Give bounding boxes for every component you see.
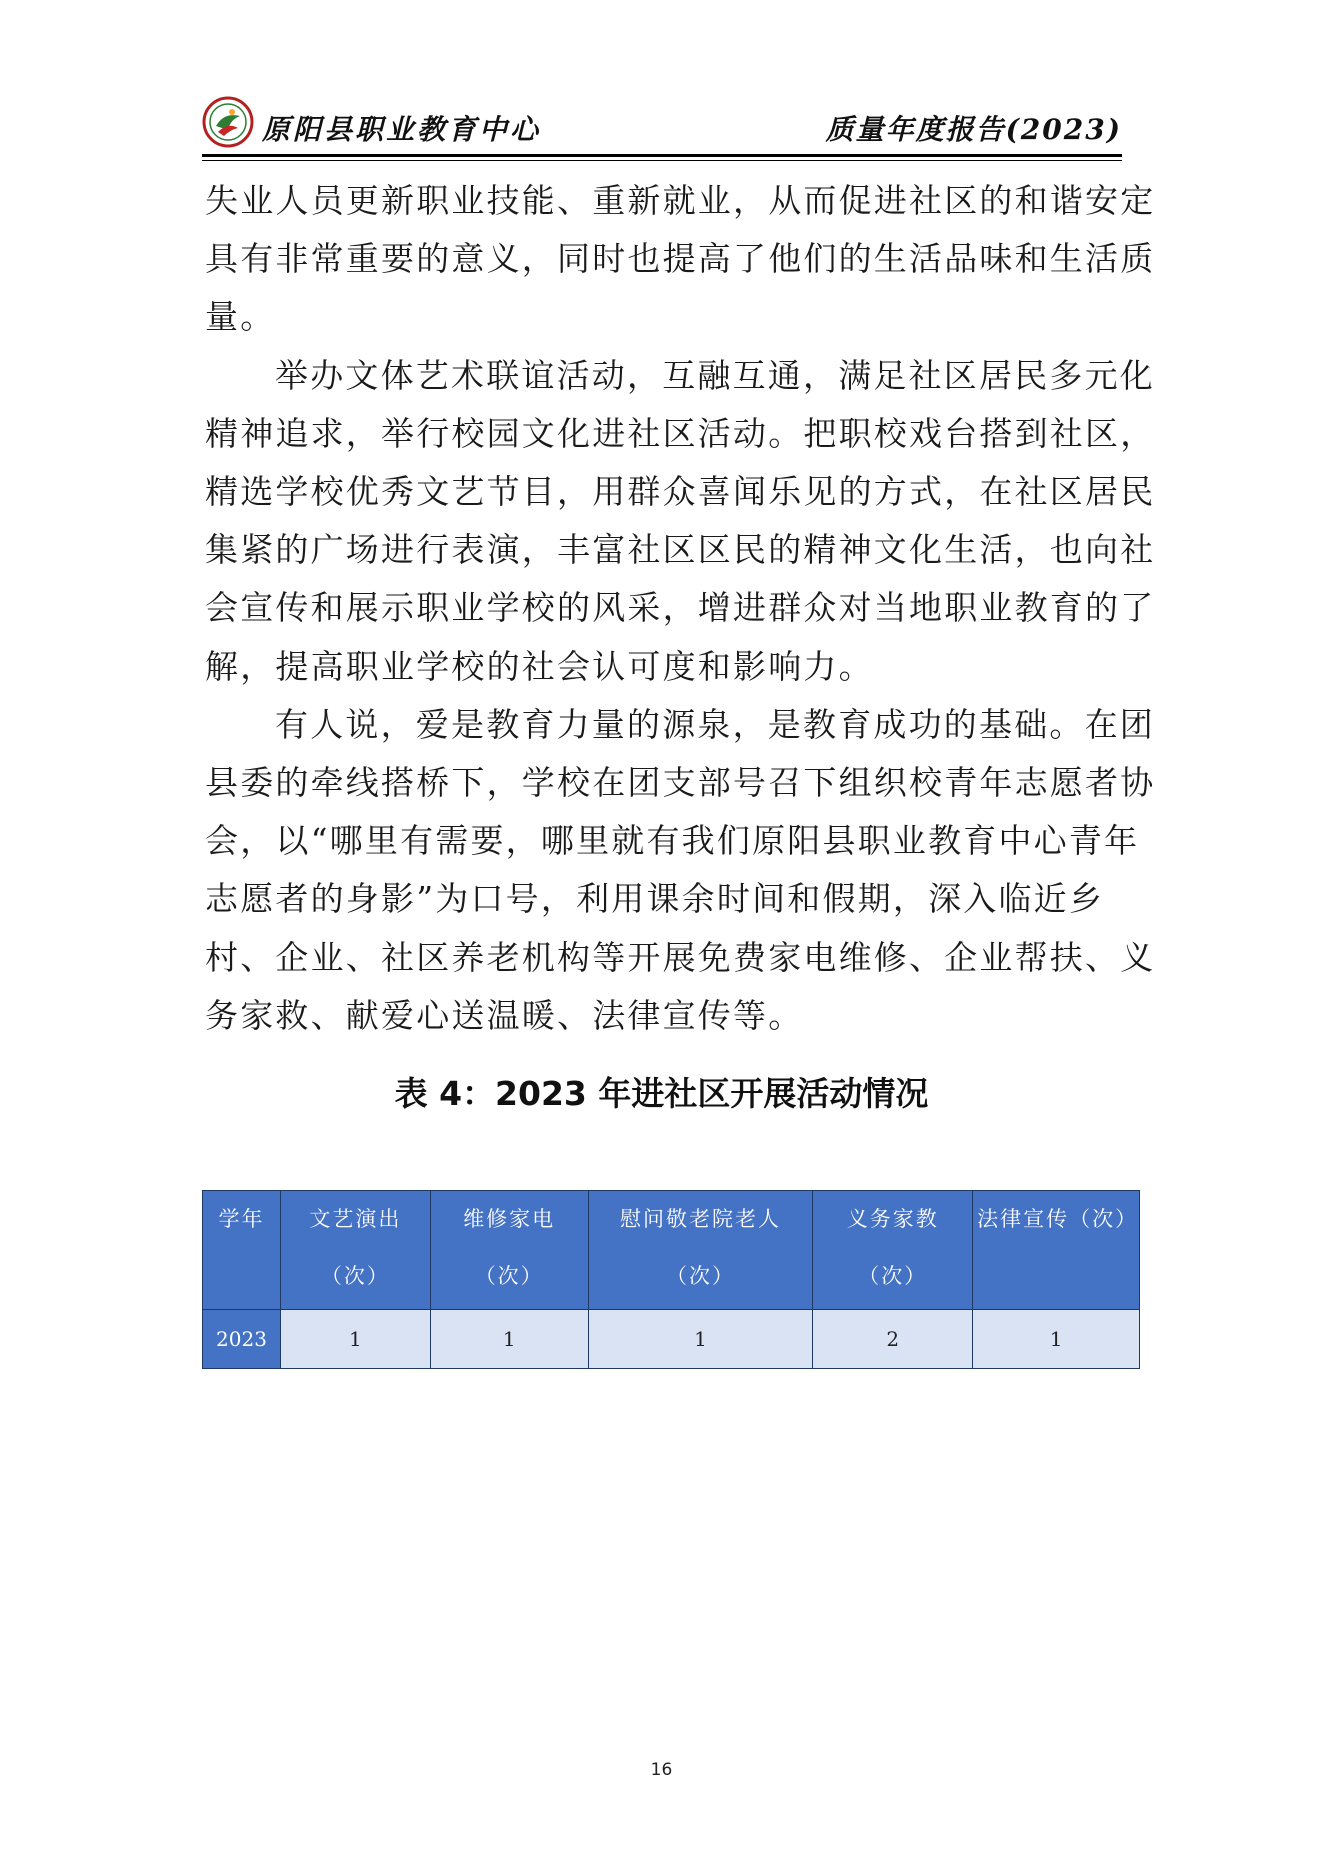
page-header: [202, 92, 1122, 150]
header-rule-thin: [202, 160, 1122, 161]
header-elderly-visits: 慰问敬老院老人 （次）: [588, 1191, 813, 1310]
header-appliance-repair: 维修家电 （次）: [430, 1191, 588, 1310]
activity-table: [202, 1190, 1140, 1369]
header-performances: 文艺演出 （次）: [280, 1191, 430, 1310]
page-number: 16: [650, 1760, 673, 1780]
cell-tutoring: 2: [813, 1310, 973, 1369]
paragraph-3: 有人说，爱是教育力量的源泉，是教育成功的基础。在团县委的牵线搭桥下，学校在团支部号召下组织校青年志愿者协会，以“哪里有需要，哪里就有我们原阳县职业教育中心青年志愿者的身影”为口号，利用课余时间和假期，深入临近乡村、企业、社区养老机构等开展免费家电维修、企业帮扶、义务家救、献爱心送温暖、法律宣传等。: [205, 704, 1156, 1035]
header-legal-publicity: 法律宣传（次）: [973, 1191, 1140, 1310]
table-title: 表 4：2023 年进社区开展活动情况: [394, 1074, 929, 1113]
cell-legal-publicity: 1: [973, 1310, 1140, 1369]
cell-appliance-repair: 1: [430, 1310, 588, 1369]
report-title: 质量年度报告(2023): [825, 113, 1122, 146]
paragraph-1: 失业人员更新职业技能、重新就业，从而促进社区的和谐安定具有非常重要的意义，同时也提高了他们的生活品味和生活质量。: [205, 181, 1156, 337]
header-rule-thick: [202, 154, 1122, 157]
header-tutoring: 义务家教 （次）: [813, 1191, 973, 1310]
body-text: [205, 172, 1165, 1045]
header-year: 学年: [203, 1191, 281, 1310]
paragraph-2: 举办文体艺术联谊活动，互融互通，满足社区居民多元化精神追求，举行校园文化进社区活动。把职校戏台搭到社区，精选学校优秀文艺节目，用群众喜闻乐见的方式，在社区居民集紧的广场进行表演，丰富社区区民的精神文化生活，也向社会宣传和展示职业学校的风采，增进群众对当地职业教育的了解，提高职业学校的社会认可度和影响力。: [205, 355, 1156, 686]
school-name: 原阳县职业教育中心: [262, 113, 542, 146]
cell-elderly-visits: 1: [588, 1310, 813, 1369]
table-row: [203, 1310, 1140, 1369]
cell-performances: 1: [280, 1310, 430, 1369]
school-logo-icon: [202, 96, 254, 148]
table-header-row: [203, 1191, 1140, 1310]
cell-year: 2023: [203, 1310, 281, 1369]
